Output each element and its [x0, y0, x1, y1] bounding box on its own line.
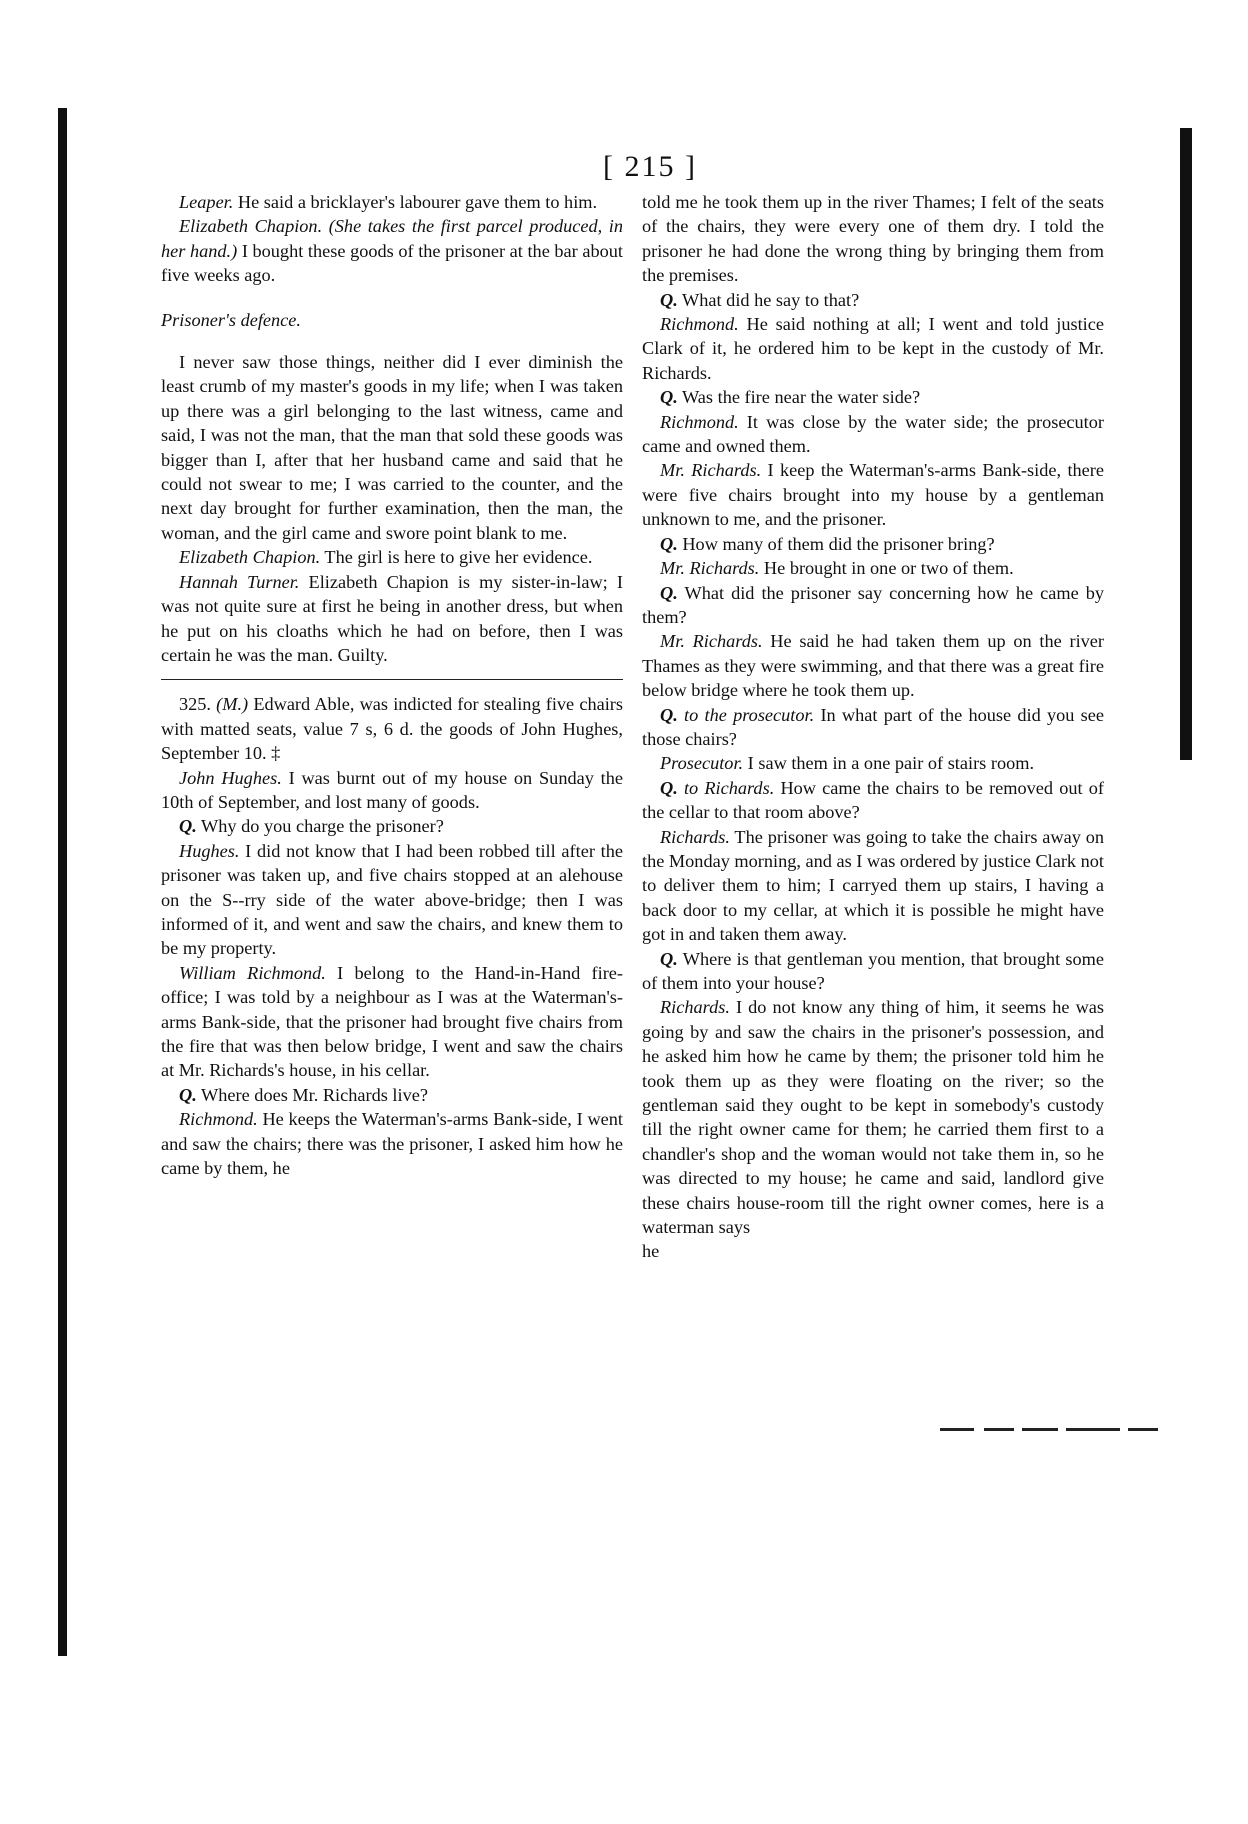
question-mark: Q. [660, 948, 678, 969]
section-heading: Prisoner's defence. [161, 309, 301, 330]
paragraph-text: He keeps the Waterman's-arms Bank-side, I went and saw the chairs; there was the prisoner, I asked him how he came by them, he [161, 1109, 623, 1179]
text-paragraph [642, 532, 1104, 556]
text-paragraph [161, 214, 623, 287]
paragraph-text: Where is that gentleman you mention, that brought some of them into your house? [642, 948, 1104, 993]
paragraph-text: He said a bricklayer's labourer gave them to him. [233, 192, 598, 212]
text-paragraph [161, 814, 623, 838]
paragraph-text: He said nothing at all; I went and told justice Clark of it, he ordered him to be kept in the custody of Mr. Richards. [642, 314, 1104, 383]
speaker-name: Richmond. [660, 314, 739, 335]
paragraph-text: I was burnt out of my house on Sunday the 10th of September, and lost many of goods. [161, 767, 623, 812]
text-paragraph [161, 350, 623, 545]
paragraph-text: Was the fire near the water side? [677, 387, 921, 408]
text-paragraph [642, 995, 1104, 1239]
page-left-edge-bar [58, 108, 67, 1656]
stage-direction: (She takes the first parcel produced, in her hand.) [161, 216, 623, 261]
text-paragraph [642, 581, 1104, 630]
paragraph-text: I bought these goods of the prisoner at the bar about five weeks ago. [161, 240, 623, 286]
text-paragraph [642, 629, 1104, 702]
paragraph-text: He brought in one or two of them. [759, 558, 1014, 579]
paragraph-text: I do not know any thing of him, it seems he was going by and saw the chairs in the prisoner's possession, and he asked him how he came by them; the prisoner told him he took them up as they were floating on the river; so the gentleman said they ought to be kept in somebody's custody till the right owner came for them; he carried them first to a chandler's shop and the woman would not take them in, so he was directed to my house; he came and said, landlord give these chairs house-room till the right owner comes, here is a waterman says [642, 997, 1104, 1238]
speaker-name: Richmond. [660, 411, 739, 432]
text-paragraph [642, 703, 1104, 752]
text-paragraph [642, 312, 1104, 385]
text-paragraph [642, 556, 1104, 580]
speaker-name: Leaper. [179, 192, 234, 212]
paragraph-text: He said he had taken them up on the river Thames as they were swimming, and that there was a great fire below bridge where he took them up. [642, 631, 1105, 701]
text-paragraph [642, 410, 1104, 459]
question-mark: Q. [660, 704, 678, 725]
paragraph-text: What did he say to that? [677, 289, 860, 310]
paragraph-text: How came the chairs to be removed out of the cellar to that room above? [642, 777, 1104, 823]
text-paragraph [161, 961, 623, 1083]
text-paragraph [642, 190, 1104, 288]
defendant-name: Edward Able [253, 694, 350, 715]
text-paragraph [161, 839, 623, 961]
paragraph-text: I did not know that I had been robbed till after the prisoner was taken up, and five chairs stopped at an alehouse on the S--rry side of the water above-bridge; then I was informed of it, and went and saw the chairs, and knew them to be my property. [161, 840, 623, 959]
section-rule [161, 679, 623, 680]
paragraph-text: I belong to the Hand-in-Hand fire-office; I was told by a neighbour as I was at the Waterman's-arms Bank-side, that the prisoner had brought five chairs from the fire that was then below bridge, I went and saw the chairs at Mr. Richards's house, in his cellar. [161, 962, 623, 1081]
paragraph-text: In what part of the house did you see those chairs? [642, 704, 1105, 749]
speaker-name: William Richmond. [179, 962, 326, 983]
right-text-column [642, 190, 1104, 1264]
text-paragraph [642, 385, 1104, 409]
page-right-edge-bar [1180, 128, 1192, 760]
question-mark: Q. [660, 533, 678, 554]
speaker-name: Elizabeth Chapion. [179, 216, 323, 237]
paragraph-text: Why do you charge the prisoner? [196, 816, 444, 837]
speaker-name: John Hughes. [179, 767, 282, 788]
question-mark: Q. [660, 777, 678, 798]
paragraph-text: It was close by the water side; the prosecutor came and owned them. [642, 411, 1104, 457]
speaker-name: Prosecutor. [660, 753, 744, 774]
text-paragraph [642, 751, 1104, 775]
text-paragraph [161, 1107, 623, 1180]
text-paragraph [161, 570, 623, 668]
question-note: to the prosecutor. [677, 704, 815, 725]
scan-dash [984, 1428, 1014, 1431]
page-number: [ 215 ] [603, 150, 697, 183]
text-paragraph [161, 692, 623, 765]
question-mark: Q. [179, 816, 197, 837]
case-mark: (M.) [211, 694, 254, 715]
paragraph-text: Where does Mr. Richards live? [196, 1084, 428, 1105]
speaker-name: Hannah Turner. [179, 571, 300, 592]
left-text-column [161, 190, 623, 1180]
paragraph-text: I saw them in a one pair of stairs room. [743, 753, 1035, 774]
paragraph-text: I never saw those things, neither did I ever diminish the least crumb of my master's goods in my life; when I was taken up there was a girl belonging to the last witness, came and said, I was not the man, that the man that sold these goods was bigger than I, after that her husband came and said that he could not swear to me; I was carried to the counter, and the next day brought for further examination, then the man, the woman, and the girl came and swore point blank to me. [161, 352, 623, 543]
speaker-name: Richards. [660, 997, 730, 1018]
paragraph-text: Elizabeth Chapion is my sister-in-law; I was not quite sure at first he being in another dress, but when he put on his cloaths which he had on before, then I was certain he was the man. Guilty. [161, 571, 623, 665]
paragraph-text: The prisoner was going to take the chairs away on the Monday morning, and as I was ordered by justice Clark not to deliver them to him; I carryed them up stairs, I having a back door to my cellar, at which it is possible he might have got in and taken them away. [642, 826, 1105, 945]
paragraph-text: I keep the Waterman's-arms Bank-side, there were five chairs brought into my house by a gentleman unknown to me, and the prisoner. [642, 460, 1104, 530]
text-paragraph [642, 776, 1104, 825]
scan-dash [1128, 1428, 1158, 1431]
question-mark: Q. [660, 582, 678, 603]
speaker-name: Elizabeth Chapion. [179, 547, 321, 568]
case-number: 325. [179, 694, 211, 715]
question-note: to Richards. [677, 777, 775, 798]
question-mark: Q. [660, 289, 678, 310]
text-paragraph [642, 458, 1104, 531]
question-mark: Q. [179, 1084, 197, 1105]
text-paragraph [161, 190, 623, 214]
paragraph-text: What did the prisoner say concerning how he came by them? [642, 582, 1104, 627]
paragraph-text: The girl is here to give her evidence. [320, 547, 593, 568]
text-paragraph [642, 288, 1104, 312]
text-paragraph [161, 1083, 623, 1107]
speaker-name: Richards. [660, 826, 730, 847]
speaker-name: Richmond. [179, 1109, 258, 1130]
catchword: he [642, 1241, 660, 1262]
text-paragraph [642, 825, 1104, 947]
scan-dash [1022, 1428, 1058, 1431]
text-paragraph [161, 766, 623, 815]
speaker-name: Mr. Richards. [660, 558, 760, 579]
speaker-name: Mr. Richards. [660, 631, 763, 652]
scan-dash [1066, 1428, 1120, 1431]
scan-dash [940, 1428, 974, 1431]
paragraph-text: , was indicted for stealing five chairs with matted seats, value 7 s, 6 d. the goods of John Hughes, September 10. ‡ [161, 694, 623, 764]
paragraph-text: How many of them did the prisoner bring? [677, 533, 995, 554]
paragraph-text: told me he took them up in the river Thames; I felt of the seats of the chairs, they were every one of them dry. I told the prisoner he had done the wrong thing by bringing them from the premises. [642, 192, 1104, 286]
speaker-name: Hughes. [179, 840, 240, 861]
speaker-name: Mr. Richards. [660, 460, 762, 481]
question-mark: Q. [660, 387, 678, 408]
text-paragraph [161, 545, 623, 569]
text-paragraph [642, 947, 1104, 996]
